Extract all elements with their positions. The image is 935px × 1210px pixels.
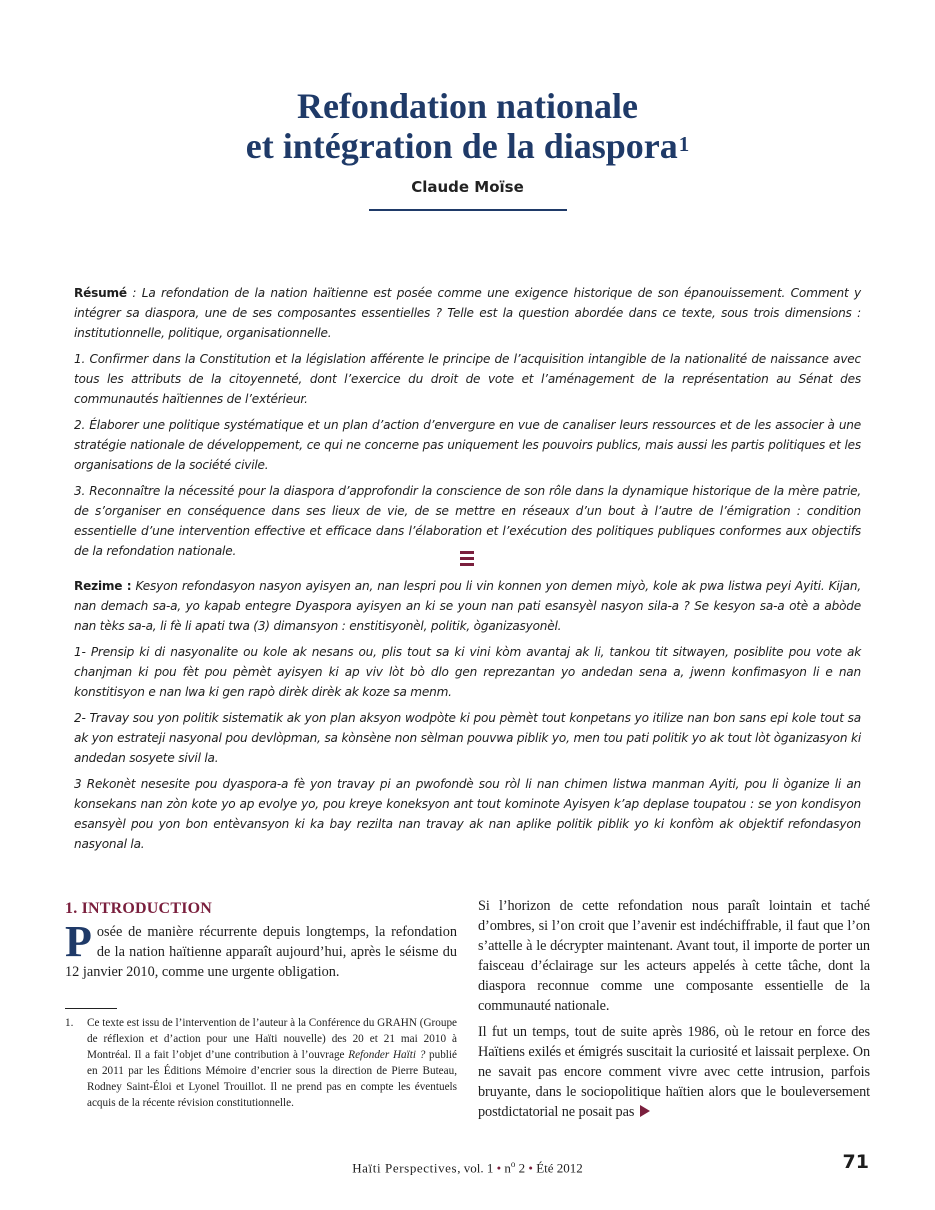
bullet-separator-icon: • (528, 1160, 533, 1176)
continue-arrow-icon[interactable] (640, 1105, 650, 1117)
title-footnote-ref[interactable]: 1 (678, 132, 690, 156)
abstract-fr-lead: Résumé (74, 286, 127, 300)
page-number: 71 (842, 1151, 869, 1173)
abstract-fr-point-2: 2. Élaborer une politique systématique et un plan d’action d’envergure en vue de canaliser leurs ressources et de les associer à une stratégie nationale de développement, ce qui ne concerne pas uniquement les pouvoirs publics, mais aussi les partis politiques et les organisations de la société civile. (74, 418, 861, 472)
article-title-line-2: et intégration de la diaspora$^1$ (245, 126, 690, 166)
footnote-1 (65, 1015, 457, 1111)
intro-paragraph: Posée de manière récurrente depuis longtemps, la refondation de la nation haïtienne apparaît aujourd’hui, après le séisme du 12 janvier 2010, comme une urgente obligation. (65, 917, 457, 980)
abstract-fr-point-3: 3. Reconnaître la nécessité pour la diaspora d’approfondir la conscience de son rôle dans la dynamique historique de la mère patrie, de s’organiser en conséquence dans ses lieux de vie, de se mettre en réseaux d’un bout à l’autre de l’émigration : condition essentielle d’une intervention effective et efficace dans l’élaboration et l’exécution des politiques publiques conformes aux objectifs de la refondation nationale. (74, 484, 861, 558)
footnote-book-title: Refonder Haïti ? (348, 1049, 426, 1061)
bullet-separator-icon: • (496, 1160, 502, 1176)
footnote-number: 1. (65, 1017, 74, 1029)
right-column (478, 896, 870, 1128)
abstract-creole (74, 576, 861, 860)
abstract-ht-point-3: 3 Rekonèt nesesite pou dyaspora-a fè yon travay pi an pwofondè sou ròl li nan chimen listwa manman Ayiti, pou li òganize li an konsekans nan zòn kote yo ap evolye yo, pou kreye koneksyon ant tout kominote Ayisyen k’ap deplase toupatou : se yon kondisyon esansyèl pou yon bon entèvansyon ki ka bay rezilta nan travay ak nan aplike politik piblik yo ki konfòm ak objektif refondasyon nasyonal la. (74, 777, 861, 851)
abstract-ht-point-2: 2- Travay sou yon politik sistematik ak yon plan aksyon wodpòte ki pou pèmèt tout konpetans yo itilize nan bon sans epi kole tout sa ak yon estrateji nasyonal pou devlòpman, sa kònsène non sèlman pouvwa piblik yo, men tou pati politik yo ak tout lòt òganizasyon ki andedan sosyete sivil la. (74, 711, 861, 765)
abstract-fr-intro: Résumé : La refondation de la nation haïtienne est posée comme une exigence historique de son épanouissement. Comment y intégrer sa diaspora, une de ses composantes essentielles ? Telle est la question abordée dans ce texte, sous trois dimensions : institutionnelle, politique, organisationnelle. (74, 286, 861, 340)
title-block (0, 86, 935, 211)
article-title-line-1: Refondation nationale (296, 86, 639, 126)
footnote-divider (65, 1008, 117, 1009)
body-paragraph-2: Il fut un temps, tout de suite après 1986, où le retour en force des Haïtiens exilés et émigrés suscitait la curiosité et laissait perplexe. On ne savait pas encore comment vivre avec cette intrusion, parfois bruyante, dans le sociopolitique haïtien alors que le bouleversement postdictatorial ne posait pas (478, 1024, 870, 1120)
abstract-ht-point-1: 1- Prensip ki di nasyonalite ou kole ak nesans ou, plis tout sa ki vini kòm avantaj ak li, tankou tit sitwayen, posiblite pou vote ak chanjman ki pou fèt pou pèmèt ayisyen ki ap viv lòt bò dlo gen reprezantan yo andedan sena a, jwenn konfimasyon li e nan konstitisyon e nan lwa ki gen rapò dirèk dirèk ak koze sa menm. (74, 645, 861, 699)
title-divider (369, 209, 567, 211)
abstract-separator-icon (460, 551, 474, 567)
journal-citation: Haïti Perspectives, vol. 1 • $n^o$ 2 • Été 2012 (352, 1159, 583, 1176)
left-column (65, 896, 457, 1111)
abstract-ht-intro: Rezime : Kesyon refondasyon nasyon ayisyen an, nan lespri pou li vin konnen yon demen miyò, kole ak pwa listwa peyi Ayiti. Kijan, nan demach sa-a, yo kapab entegre Dyaspora ayisyen an ki se youn nan pati esansyèl nasyon sila-a ? Se kesyon sa-a otè a abòde nan tèks sa-a, li fè li apati twa (3) dimansyon : enstitisyonèl, politik, òganizasyonèl. (74, 579, 861, 633)
abstract-french (74, 283, 861, 567)
drop-cap: P (65, 917, 92, 966)
author-name: Claude Moïse (411, 178, 524, 196)
footnote-text: Ce texte est issu de l’intervention de l’auteur à la Conférence du GRAHN (Groupe de réflexion et d’action pour une Haïti nouvelle) des 20 et 21 mai 2010 à Montréal. Il a fait l’objet d’une contribution à l’ouvrage Refonder Haïti ? publié en 2011 par les Éditions Mémoire d’encrier sous la direction de Pierre Buteau, Rodney Saint-Éloi et Lyonel Trouillot. Il ne prend pas en compte les éventuels acquis de la récente révision constitutionnelle. (87, 1017, 458, 1109)
abstract-ht-lead: Rezime : (74, 579, 132, 593)
journal-name: Haïti Perspectives (352, 1160, 458, 1176)
section-heading-introduction: 1. INTRODUCTION (65, 900, 213, 917)
body-paragraph-1: Si l’horizon de cette refondation nous paraît lointain et taché d’ombres, si l’on croit que l’avenir est indéchiffrable, il faut que l’on s’attelle à le décrypter maintenant. Avant tout, il importe de porter un faisceau d’éclairage sur les acteurs appelés à cette tâche, dont la diaspora reconnue comme une composante essentielle de la communauté nationale. (478, 898, 870, 1014)
abstract-fr-point-1: 1. Confirmer dans la Constitution et la législation afférente le principe de l’acquisition intangible de la nationalité de naissance avec tous les attributs de la citoyenneté, dont l’exercice du droit de vote et l’aménagement de la représentation au Sénat des communautés haïtiennes de l’extérieur. (74, 352, 861, 406)
